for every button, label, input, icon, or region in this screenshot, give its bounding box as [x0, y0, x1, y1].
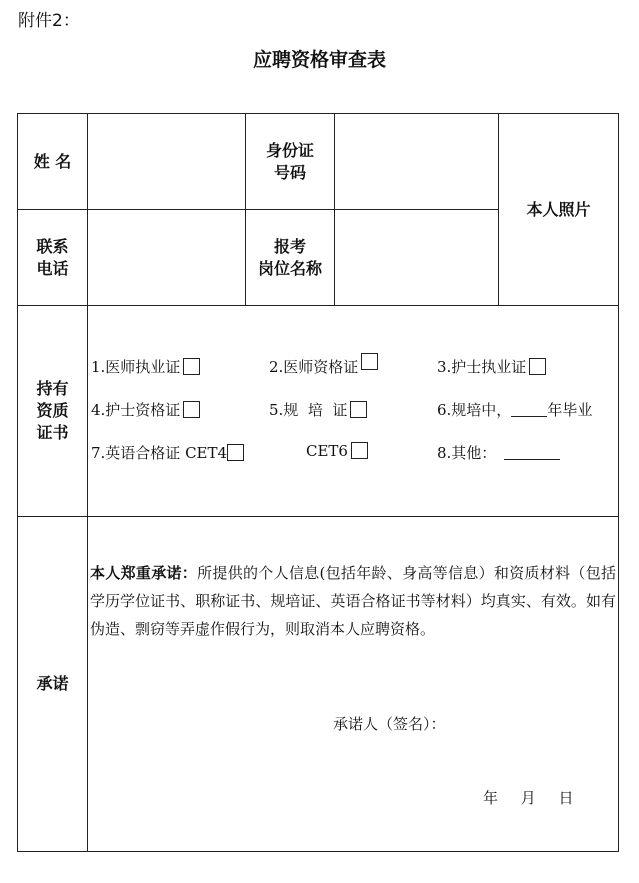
qual-row-3 [91, 433, 618, 476]
option-other: 8.其他： [437, 442, 560, 463]
option-cet6[interactable]: CET6 [306, 442, 368, 460]
attachment-label: 附件2： [18, 11, 80, 31]
pledge-cell [88, 517, 619, 852]
checkbox[interactable] [361, 353, 378, 370]
pledge-label: 承诺 [18, 517, 88, 852]
date-line[interactable]: 年 月 日 [483, 789, 574, 807]
option-nurse-qualification[interactable]: 4.护士资格证 [91, 399, 200, 420]
option-cet4[interactable]: 7.英语合格证 CET4 [91, 442, 244, 463]
id-number-label: 身份证 号码 [246, 114, 335, 210]
checkbox[interactable] [227, 444, 244, 461]
phone-field[interactable] [88, 210, 246, 306]
qualifications-cell [88, 306, 619, 517]
graduation-year-blank[interactable] [511, 416, 547, 417]
option-standardized-training[interactable]: 5.规 培 证 [269, 399, 367, 420]
other-blank[interactable] [504, 459, 560, 460]
qual-row-2 [91, 390, 618, 433]
qual-row-1 [91, 347, 618, 390]
checkbox[interactable] [529, 358, 546, 375]
form-title: 应聘资格审查表 [252, 49, 386, 71]
option-physician-license[interactable]: 1.医师执业证 [91, 356, 200, 377]
qualifications-label: 持有 资质 证书 [18, 306, 88, 517]
position-field[interactable] [335, 210, 499, 306]
name-label: 姓 名 [18, 114, 88, 210]
checkbox[interactable] [183, 401, 200, 418]
option-training-in-progress: 6.规培中， 年毕业 [437, 400, 593, 419]
phone-label: 联系 电话 [18, 210, 88, 306]
option-nurse-license[interactable]: 3.护士执业证 [437, 356, 546, 377]
option-physician-qualification[interactable]: 2.医师资格证 [269, 356, 378, 377]
pledge-statement: 本人郑重承诺：所提供的个人信息(包括年龄、身高等信息）和资质材料（包括学历学位证书、职称证书、规培证、英语合格证书等材料）均真实、有效。如有伪造、剽窃等弄虚作假行为，则取消本人应聘资格。 [90, 564, 616, 638]
photo-cell[interactable]: 本人照片 [499, 114, 619, 306]
name-field[interactable] [88, 114, 246, 210]
checkbox[interactable] [350, 401, 367, 418]
checkbox[interactable] [183, 358, 200, 375]
position-label: 报考 岗位名称 [246, 210, 335, 306]
qualification-review-form [17, 113, 619, 852]
signer-line[interactable]: 承诺人（签名）： [333, 715, 446, 733]
id-number-field[interactable] [335, 114, 499, 210]
checkbox[interactable] [351, 442, 368, 459]
